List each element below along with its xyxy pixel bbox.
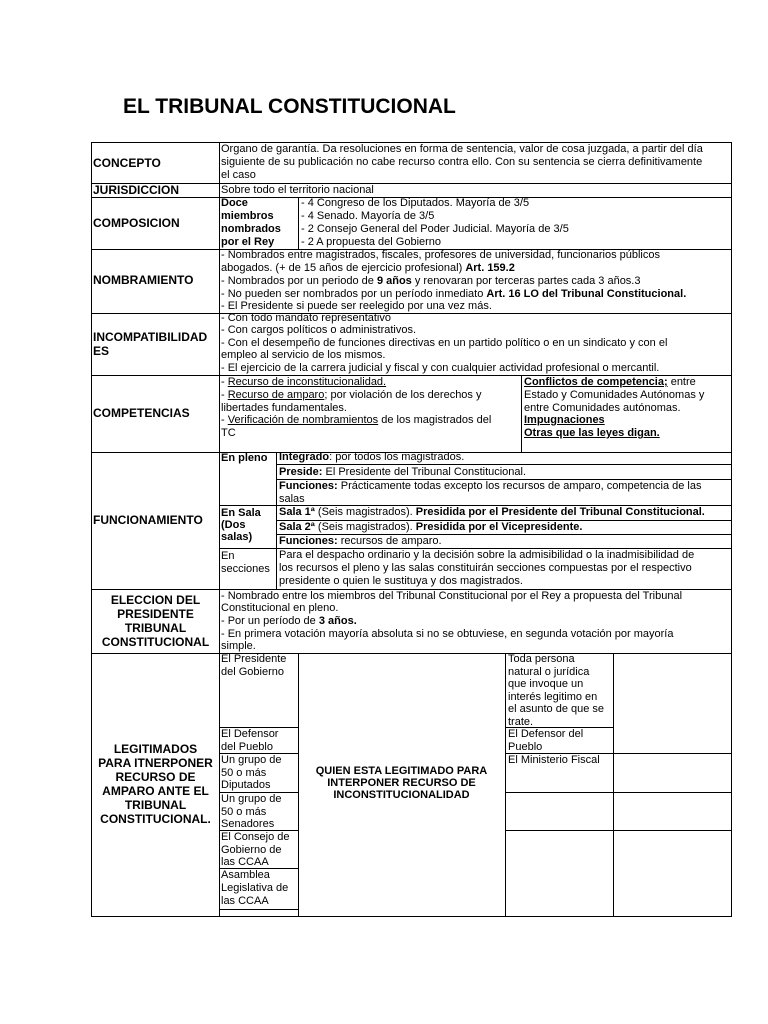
incompat-text-4: empleo al servicio de los mismos. <box>221 349 386 361</box>
pleno-preside: Preside: El Presidente del Tribunal Constitucional. <box>279 466 527 478</box>
incompat-label-1: INCOMPATIBILIDAD <box>93 330 208 344</box>
composicion-item-4: - 2 A propuesta del Gobierno <box>301 236 442 248</box>
legitimado-fiscal: El Ministerio Fiscal <box>508 754 600 766</box>
page-title: EL TRIBUNAL CONSTITUCIONAL <box>123 95 456 118</box>
legitimado-diputados-1: Un grupo de <box>221 754 282 766</box>
label-column-divider <box>219 142 220 917</box>
legitimados-divider <box>613 653 614 917</box>
composicion-divider <box>298 197 299 249</box>
composicion-item-2: - 4 Senado. Mayoría de 3/5 <box>301 210 435 222</box>
incompat-text-3: - Con el desempeño de funciones directivas en un partido político o en un sindicato y con el <box>221 337 668 349</box>
composicion-label: COMPOSICION <box>93 216 180 230</box>
funcionamiento-sala-label-3: salas) <box>221 531 253 543</box>
nombramiento-text-4: - No pueden ser nombrados por un período inmediato Art. 16 LO del Tribunal Constitucional. <box>221 288 687 300</box>
legitimado-asamblea-2: Legislativa de <box>221 882 289 894</box>
concepto-text-3: el caso <box>221 169 256 181</box>
row-divider <box>91 653 732 654</box>
composicion-item-1: - 4 Congreso de los Diputados. Mayoría de 3/5 <box>301 197 530 209</box>
funcionamiento-label: FUNCIONAMIENTO <box>93 513 203 527</box>
legitimado-asamblea-3: las CCAA <box>221 895 269 907</box>
pleno-funciones: Funciones: Prácticamente todas excepto los recursos de amparo, competencia de las <box>279 480 702 492</box>
legitimado-persona-1: Toda persona <box>508 653 575 665</box>
legitimados-label-1: LEGITIMADOS <box>113 742 198 756</box>
secciones-text-2: los recursos el pleno y las salas constituirán secciones compuestas por el respectivo <box>279 562 692 574</box>
eleccion-label-3: TRIBUNAL <box>124 621 187 635</box>
legitimado-presidente-2: del Gobierno <box>221 666 284 678</box>
secciones-text-1: Para el despacho ordinario y la decisión sobre la admisibilidad o la inadmisibilidad de <box>279 549 695 561</box>
nombramiento-label: NOMBRAMIENTO <box>93 273 194 287</box>
eleccion-text-5: simple. <box>221 640 256 652</box>
jurisdiccion-text: Sobre todo el territorio nacional <box>221 184 374 196</box>
competencia-amparo-2: libertades fundamentales. <box>221 402 347 414</box>
legitimado-senadores-3: Senadores <box>221 818 275 830</box>
legitimados-label-2: PARA ITNERPONER <box>98 756 213 770</box>
composicion-left-1: Doce <box>221 197 248 209</box>
eleccion-text-4: - En primera votación mayoría absoluta si no se obtuviese, en segunda votación por mayoría <box>221 628 674 640</box>
incompat-text-5: - El ejercicio de la carrera judicial y fiscal y con cualquier actividad profesional o mercantil. <box>221 362 660 374</box>
competencia-conflictos-3: entre Comunidades autónomas. <box>524 402 681 414</box>
competencias-label: COMPETENCIAS <box>93 406 190 420</box>
legitimado-diputados-3: Diputados <box>221 779 271 791</box>
incompat-text-1: - Con todo mandato representativo <box>221 312 391 324</box>
legitimado-defensor-2: del Pueblo <box>221 741 273 753</box>
competencia-verificacion-2: TC <box>221 427 236 439</box>
legitimado-persona-6: trate. <box>508 716 534 728</box>
eleccion-text-3: - Por un período de 3 años. <box>221 615 357 627</box>
funcionamiento-sala-label-1: En Sala <box>221 507 261 519</box>
legitimado-defensor-1: El Defensor <box>221 728 279 740</box>
nombramiento-text-2: abogados. (+ de 15 años de ejercicio profesional) Art. 159.2 <box>221 262 515 274</box>
legitimados-label-4: AMPARO ANTE EL <box>102 784 209 798</box>
secciones-text-3: presidente o quien le sustituya y dos magistrados. <box>279 575 523 587</box>
legitimado-consejo-2: Gobierno de <box>221 844 282 856</box>
composicion-item-3: - 2 Consejo General del Poder Judicial. Mayoría de 3/5 <box>301 223 569 235</box>
nombramiento-text-1: - Nombrados entre magistrados, fiscales, profesores de universidad, funcionarios públicos <box>221 249 660 261</box>
sala-1: Sala 1ª (Seis magistrados). Presidida por el Presidente del Tribunal Constitucional. <box>279 506 705 518</box>
concepto-label: CONCEPTO <box>93 156 161 170</box>
competencia-otras: Otras que las leyes digan. <box>524 427 660 439</box>
inconstitucionalidad-heading-3: INCONSTITUCIONALIDAD <box>333 789 470 801</box>
funcionamiento-secciones-label-2: secciones <box>221 563 270 575</box>
composicion-left-2: miembros <box>221 210 274 222</box>
eleccion-text-2: Constitucional en pleno. <box>221 602 339 614</box>
legitimados-label-5: TRIBUNAL <box>124 798 187 812</box>
legitimado-persona-3: que invoque un <box>508 678 584 690</box>
funcionamiento-pleno-label: En pleno <box>221 452 268 464</box>
legitimados-label-6: CONSTITUCIONAL. <box>100 812 211 826</box>
legitimado-persona-2: natural o jurídica <box>508 666 590 678</box>
row-divider <box>91 313 732 314</box>
eleccion-label-4: CONSTITUCIONAL <box>101 635 210 649</box>
incompat-label-2: ES <box>93 344 110 358</box>
legitimado-persona-4: interés legitimo en <box>508 691 598 703</box>
competencia-inconstitucionalidad: - Recurso de inconstitucionalidad. <box>221 376 387 388</box>
legitimado-asamblea-1: Asamblea <box>221 869 270 881</box>
concepto-text-2: siguiente de su publicación no cabe recurso contra ello. Con su sentencia se cierra definitivamente <box>221 156 703 168</box>
competencia-verificacion: - Verificación de nombramientos de los magistrados del <box>221 414 492 426</box>
legitimado-consejo-3: las CCAA <box>221 856 269 868</box>
funcionamiento-secciones-label-1: En <box>221 550 235 562</box>
funcionamiento-row-divider <box>276 464 732 465</box>
legitimados-right-divider <box>505 830 732 831</box>
inconstitucionalidad-heading-2: INTERPONER RECURSO DE <box>327 777 476 789</box>
eleccion-label-1: ELECCION DEL <box>110 593 201 607</box>
nombramiento-text-3: - Nombrados por un periodo de 9 años y renovaran por terceras partes cada 3 años.3 <box>221 275 641 287</box>
funcionamiento-sala-label-2: (Dos <box>221 519 246 531</box>
concepto-text-1: Organo de garantía. Da resoluciones en forma de sentencia, valor de cosa juzgada, a partir del día <box>221 143 703 155</box>
composicion-left-3: nombrados <box>221 223 281 235</box>
competencia-impugnaciones: Impugnaciones <box>524 414 605 426</box>
legitimados-label-3: RECURSO DE <box>115 770 196 784</box>
competencias-divider <box>521 375 522 452</box>
row-divider <box>91 183 732 184</box>
legitimados-left-divider <box>219 909 298 910</box>
eleccion-label-2: PRESIDENTE <box>117 607 194 621</box>
legitimado-defensor-right-1: El Defensor del <box>508 728 584 740</box>
competencia-conflictos-2: Estado y Comunidades Autónomas y <box>524 389 705 401</box>
inconstitucionalidad-heading-1: QUIEN ESTA LEGITIMADO PARA <box>315 765 488 777</box>
legitimados-right-divider <box>505 792 732 793</box>
competencia-amparo: - Recurso de amparo; por violación de los derechos y <box>221 389 482 401</box>
legitimado-presidente-1: El Presidente <box>221 653 287 665</box>
composicion-left-4: por el Rey <box>221 236 275 248</box>
legitimado-senadores-2: 50 o más <box>221 806 267 818</box>
legitimado-diputados-2: 50 o más <box>221 767 267 779</box>
sala-2: Sala 2ª (Seis magistrados). Presidida por el Vicepresidente. <box>279 521 583 533</box>
legitimado-defensor-right-2: Pueblo <box>508 741 543 753</box>
nombramiento-text-5: - El Presidente si puede ser reelegido por una vez más. <box>221 300 492 312</box>
legitimados-divider <box>505 653 506 917</box>
pleno-integrado: Integrado: por todos los magistrados. <box>279 451 465 463</box>
competencia-conflictos: Conflictos de competencia; entre <box>524 376 696 388</box>
jurisdiccion-label: JURISDICCION <box>93 183 180 197</box>
pleno-funciones-2: salas <box>279 493 305 505</box>
eleccion-text-1: - Nombrado entre los miembros del Tribunal Constitucional por el Rey a propuesta del Tribunal <box>221 590 683 602</box>
legitimado-consejo-1: El Consejo de <box>221 831 290 843</box>
legitimado-persona-5: el asunto de que se <box>508 703 605 715</box>
sala-funciones: Funciones: recursos de amparo. <box>279 535 442 547</box>
incompat-text-2: - Con cargos políticos o administrativos. <box>221 324 417 336</box>
legitimado-senadores-1: Un grupo de <box>221 793 282 805</box>
